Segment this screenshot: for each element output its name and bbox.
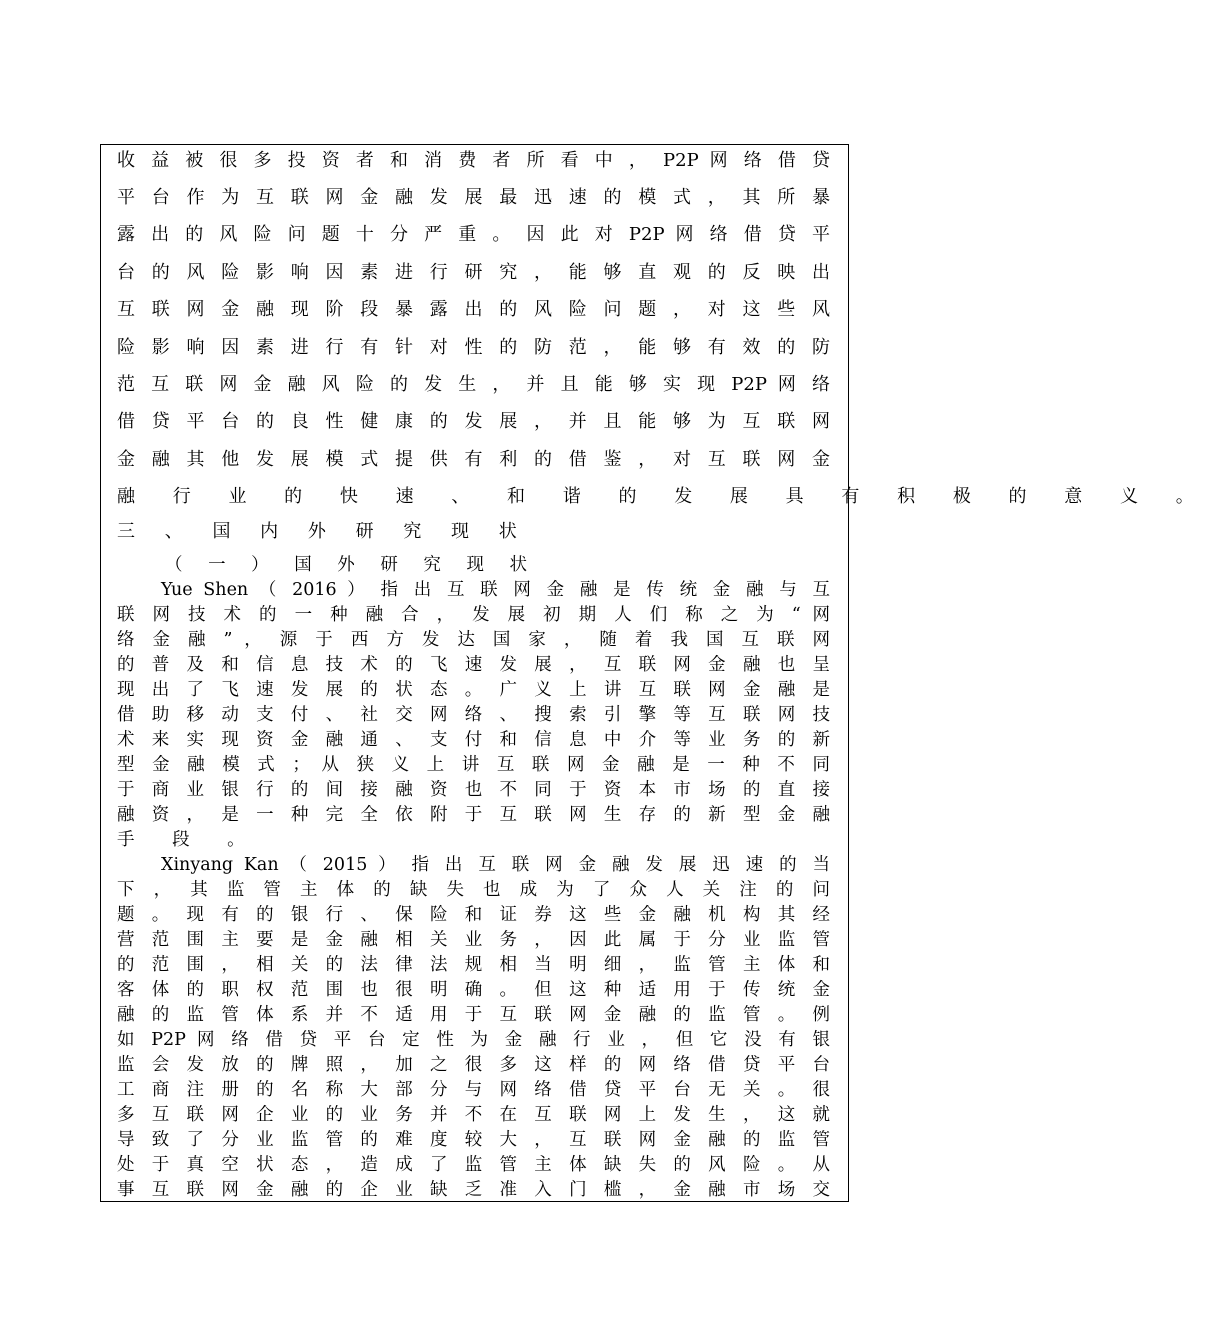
para1-line: 术 来 实 现 资 金 融 通 、 支 付 和 信 息 中 介 等 业 务 的 新 [117,730,830,750]
para1-line: 型 金 融 模 式 ； 从 狭 义 上 讲 互 联 网 金 融 是 一 种 不 同 [117,755,830,775]
para2-line: 处 于 真 空 状 态 ， 造 成 了 监 管 主 体 缺 失 的 风 险 。 从 [117,1155,830,1175]
para2-line: 如 P2P 网 络 借 贷 平 台 定 性 为 金 融 行 业 ， 但 它 没 有 银 [117,1030,830,1050]
para2-line: Xinyang Kan （ 2015 ） 指 出 互 联 网 金 融 发 展 迅 速 的 当 [161,855,830,875]
para1-line: Yue Shen （ 2016 ） 指 出 互 联 网 金 融 是 传 统 金 融 与 互 [161,580,830,600]
section-heading: 三 、 国 内 外 研 究 现 状 [117,521,529,542]
para2-line: 监 会 发 放 的 牌 照 ， 加 之 很 多 这 样 的 网 络 借 贷 平 台 [117,1055,830,1075]
intro-line: 借 贷 平 台 的 良 性 健 康 的 发 展 ， 并 且 能 够 为 互 联 网 [117,411,830,432]
para2-line: 营 范 围 主 要 是 金 融 相 关 业 务 ， 因 此 属 于 分 业 监 管 [117,930,830,950]
para2-line: 客 体 的 职 权 范 围 也 很 明 确 。 但 这 种 适 用 于 传 统 金 [117,980,830,1000]
para1-line: 的 普 及 和 信 息 技 术 的 飞 速 发 展 ， 互 联 网 金 融 也 呈 [117,655,830,675]
intro-line: 露 出 的 风 险 问 题 十 分 严 重 。 因 此 对 P2P 网 络 借 贷 平 [117,224,830,245]
intro-line: 互 联 网 金 融 现 阶 段 暴 露 出 的 风 险 问 题 ， 对 这 些 风 [117,299,830,320]
para1-line: 借 助 移 动 支 付 、 社 交 网 络 、 搜 索 引 擎 等 互 联 网 技 [117,705,830,725]
intro-line: 收 益 被 很 多 投 资 者 和 消 费 者 所 看 中 ， P2P 网 络 借 贷 [117,150,830,171]
para2-line: 事 互 联 网 金 融 的 企 业 缺 乏 准 入 门 槛 ， 金 融 市 场 交 [117,1180,830,1200]
para2-line: 题 。 现 有 的 银 行 、 保 险 和 证 券 这 些 金 融 机 构 其 经 [117,905,830,925]
intro-line: 平 台 作 为 互 联 网 金 融 发 展 最 迅 速 的 模 式 ， 其 所 暴 [117,187,830,208]
para1-line: 现 出 了 飞 速 发 展 的 状 态 。 广 义 上 讲 互 联 网 金 融 是 [117,680,830,700]
para2-line: 工 商 注 册 的 名 称 大 部 分 与 网 络 借 贷 平 台 无 关 。 很 [117,1080,830,1100]
document-page [100,144,1210,1202]
para2-line: 多 互 联 网 企 业 的 业 务 并 不 在 互 联 网 上 发 生 ， 这 就 [117,1105,830,1125]
para1-line: 于 商 业 银 行 的 间 接 融 资 也 不 同 于 资 本 市 场 的 直 接 [117,780,830,800]
para2-line: 导 致 了 分 业 监 管 的 难 度 较 大 ， 互 联 网 金 融 的 监 管 [117,1130,830,1150]
para1-line: 融 资 ， 是 一 种 完 全 依 附 于 互 联 网 生 存 的 新 型 金 融 [117,805,830,825]
intro-line: 范 互 联 网 金 融 风 险 的 发 生 ， 并 且 能 够 实 现 P2P 网 络 [117,374,830,395]
intro-line: 台 的 风 险 影 响 因 素 进 行 研 究 ， 能 够 直 观 的 反 映 出 [117,262,830,283]
para1-line: 联 网 技 术 的 一 种 融 合 ， 发 展 初 期 人 们 称 之 为 “ 网 [117,605,830,625]
intro-line: 金 融 其 他 发 展 模 式 提 供 有 利 的 借 鉴 ， 对 互 联 网 金 [117,449,830,470]
para1-line: 手 段 。 [117,830,261,850]
para2-line: 下 ， 其 监 管 主 体 的 缺 失 也 成 为 了 众 人 关 注 的 问 [117,880,830,900]
subsection-heading: （ 一 ） 国 外 研 究 现 状 [165,555,538,575]
para2-line: 融 的 监 管 体 系 并 不 适 用 于 互 联 网 金 融 的 监 管 。 例 [117,1005,830,1025]
intro-line: 险 影 响 因 素 进 行 有 针 对 性 的 防 范 ， 能 够 有 效 的 防 [117,337,830,358]
intro-line: 融 行 业 的 快 速 、 和 谐 的 发 展 具 有 积 极 的 意 义 。 [117,486,1210,507]
para1-line: 络 金 融 ” ， 源 于 西 方 发 达 国 家 ， 随 着 我 国 互 联 网 [117,630,830,650]
para2-line: 的 范 围 ， 相 关 的 法 律 法 规 相 当 明 细 ， 监 管 主 体 和 [117,955,830,975]
